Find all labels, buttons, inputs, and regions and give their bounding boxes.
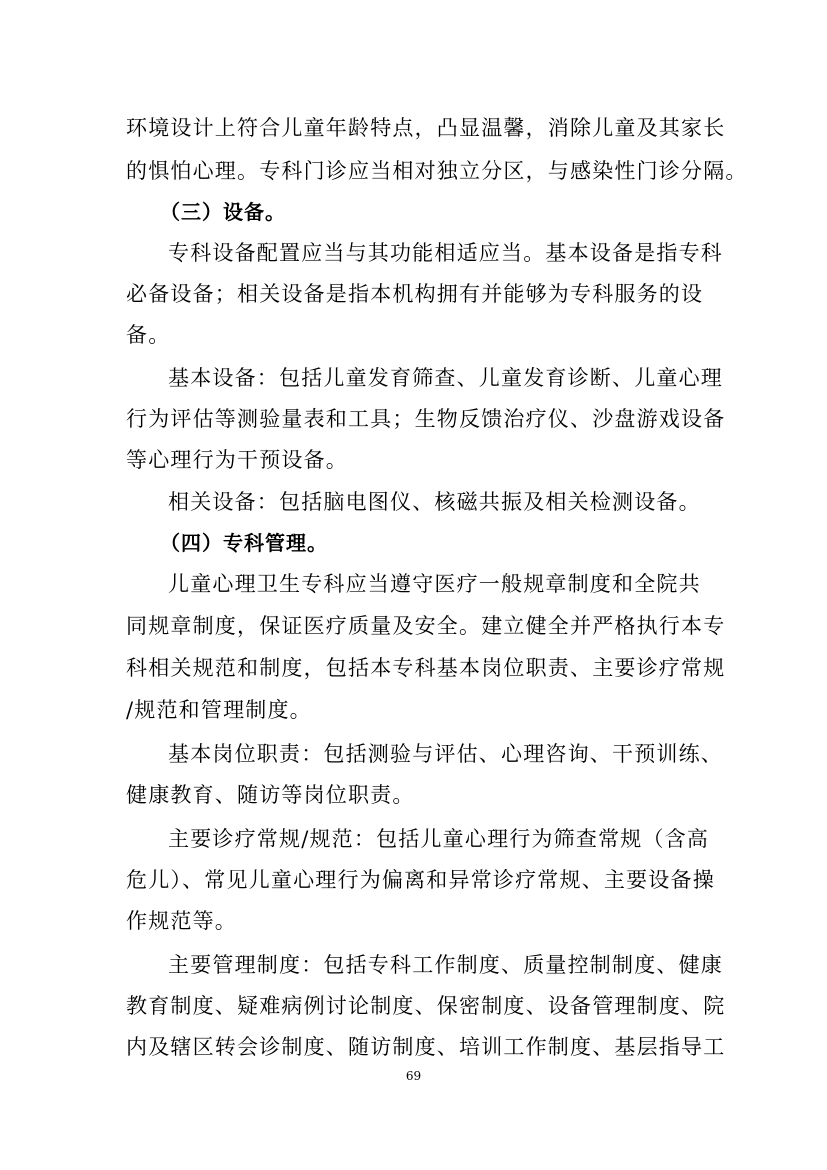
paragraph-line: 儿童心理卫生专科应当遵守医疗一般规章制度和全院共	[168, 572, 701, 596]
section-heading-management: （四）专科管理。	[160, 531, 328, 555]
paragraph-line: 行为评估等测验量表和工具；生物反馈治疗仪、沙盘游戏设备	[126, 407, 726, 431]
paragraph-line: 的惧怕心理。专科门诊应当相对独立分区，与感染性门诊分隔。	[126, 159, 748, 183]
paragraph-line: 专科设备配置应当与其功能相适应当。基本设备是指专科	[168, 241, 723, 265]
page-number: 69	[405, 1069, 422, 1083]
paragraph-line: 环境设计上符合儿童年龄特点，凸显温馨，消除儿童及其家长	[126, 116, 726, 140]
paragraph-line: 备。	[126, 323, 171, 347]
paragraph-line: /规范和管理制度。	[126, 698, 312, 722]
paragraph-line: 基本岗位职责：包括测验与评估、心理咨询、干预训练、	[168, 742, 723, 766]
section-heading-equipment: （三）设备。	[160, 200, 286, 224]
paragraph-line: 内及辖区转会诊制度、随访制度、培训工作制度、基层指导工	[126, 1035, 726, 1059]
paragraph-line: 作规范等。	[126, 909, 237, 933]
paragraph-line: 必备设备；相关设备是指本机构拥有并能够为专科服务的设	[126, 282, 704, 306]
paragraph-line: 等心理行为干预设备。	[126, 448, 348, 472]
paragraph-line: 主要管理制度：包括专科工作制度、质量控制制度、健康	[168, 953, 723, 977]
paragraph-line: 科相关规范和制度，包括本专科基本岗位职责、主要诊疗常规	[126, 656, 726, 680]
paragraph-line: 同规章制度，保证医疗质量及安全。建立健全并严格执行本专	[126, 614, 726, 638]
paragraph-line: 健康教育、随访等岗位职责。	[126, 783, 415, 807]
paragraph-line: 基本设备：包括儿童发育筛查、儿童发育诊断、儿童心理	[168, 366, 723, 390]
paragraph-line: 主要诊疗常规/规范：包括儿童心理行为筛查常规（含高	[168, 827, 710, 851]
paragraph-line: 危儿）、常见儿童心理行为偏离和异常诊疗常规、主要设备操	[126, 868, 715, 892]
paragraph-line: 教育制度、疑难病例讨论制度、保密制度、设备管理制度、院	[126, 994, 726, 1018]
paragraph-line: 相关设备：包括脑电图仪、核磁共振及相关检测设备。	[168, 490, 701, 514]
